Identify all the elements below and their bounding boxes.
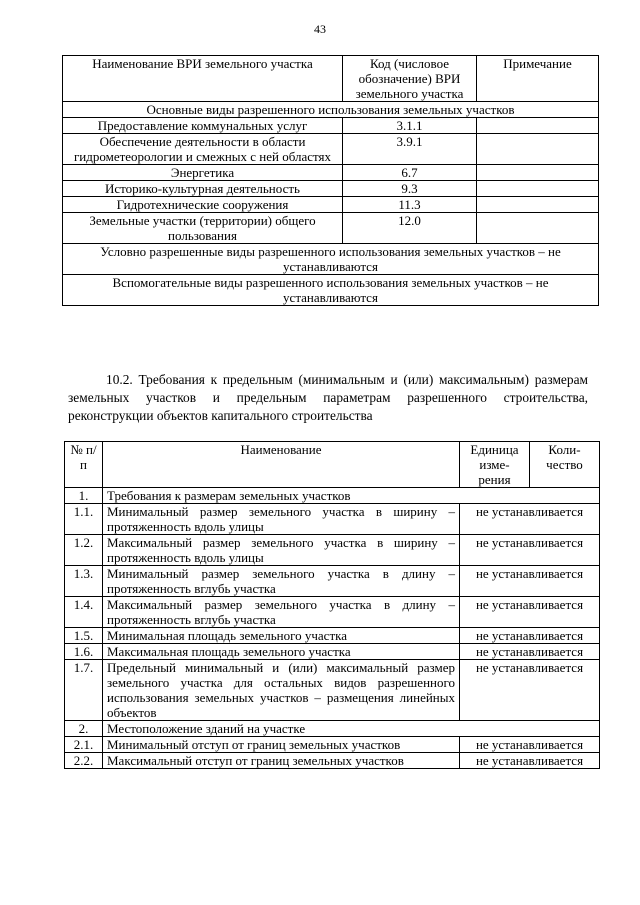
row-name: Максимальный размер земельного участка в ширину – протяженность вдоль улицы [103,535,460,566]
vri-header-row [63,56,599,102]
row-name: Максимальная площадь земельного участка [103,644,460,660]
table-row [65,504,600,535]
page-number: 43 [314,22,326,36]
vri-note [477,165,599,181]
section-heading: 10.2. Требования к предельным (минимальным и (или) максимальным) размерам земельных участков и предельным параметрам разрешенного строительства, реконструкции объектов капитального строительства [68,372,588,423]
req-header-unit: Единица изме-рения [460,442,530,488]
row-value: не устанавливается [460,660,600,721]
vri-code: 6.7 [343,165,477,181]
row-name: Максимальный отступ от границ земельных участков [103,753,460,769]
row-num: 1.6. [65,644,103,660]
vri-auxiliary-section: Вспомогательные виды разрешенного использования земельных участков – не устанавливаются [63,275,599,306]
row-value: не устанавливается [460,753,600,769]
group-row [65,488,600,504]
vri-code: 12.0 [343,213,477,244]
table-row [65,597,600,628]
vri-note [477,118,599,134]
vri-main-section: Основные виды разрешенного использования земельных участков [63,102,599,118]
row-num: 1.5. [65,628,103,644]
vri-code: 11.3 [343,197,477,213]
vri-note [477,213,599,244]
vri-note [477,134,599,165]
req-header-row [65,442,600,488]
vri-code: 3.1.1 [343,118,477,134]
group-num: 1. [65,488,103,504]
requirements-table [64,441,600,769]
table-row [65,644,600,660]
vri-note [477,197,599,213]
row-num: 2.2. [65,753,103,769]
group-row [65,721,600,737]
row-value: не устанавливается [460,535,600,566]
row-name: Минимальная площадь земельного участка [103,628,460,644]
row-num: 1.1. [65,504,103,535]
vri-name: Обеспечение деятельности в области гидрометеорологии и смежных с ней областях [63,134,343,165]
vri-note [477,181,599,197]
row-num: 1.7. [65,660,103,721]
table-row [63,197,599,213]
table-row [63,118,599,134]
table-row [63,181,599,197]
group-title: Местоположение зданий на участке [103,721,600,737]
row-name: Предельный минимальный и (или) максимальный размер земельного участка для остальных видов разрешенного использования земельных участков – размещения линейных объектов [103,660,460,721]
table-row [65,737,600,753]
vri-table [62,55,599,306]
table-row [65,753,600,769]
table-row [63,134,599,165]
vri-name: Энергетика [63,165,343,181]
row-name: Минимальный размер земельного участка в ширину – протяженность вдоль улицы [103,504,460,535]
row-value: не устанавливается [460,566,600,597]
req-header-num: № п/п [65,442,103,488]
group-num: 2. [65,721,103,737]
table-row [65,535,600,566]
table-row [63,165,599,181]
row-value: не устанавливается [460,644,600,660]
row-value: не устанавливается [460,597,600,628]
table-row [65,566,600,597]
table-row [65,660,600,721]
vri-conditional-section: Условно разрешенные виды разрешенного использования земельных участков – не устанавливаются [63,244,599,275]
vri-code: 9.3 [343,181,477,197]
vri-name: Земельные участки (территории) общего пользования [63,213,343,244]
vri-name: Гидротехнические сооружения [63,197,343,213]
vri-header-note: Примечание [477,56,599,102]
group-title: Требования к размерам земельных участков [103,488,600,504]
row-value: не устанавливается [460,504,600,535]
row-num: 1.4. [65,597,103,628]
table-row [63,213,599,244]
vri-name: Историко-культурная деятельность [63,181,343,197]
vri-header-name: Наименование ВРИ земельного участка [63,56,343,102]
vri-name: Предоставление коммунальных услуг [63,118,343,134]
table-row [65,628,600,644]
row-num: 1.2. [65,535,103,566]
vri-code: 3.9.1 [343,134,477,165]
req-header-name: Наименование [103,442,460,488]
row-num: 1.3. [65,566,103,597]
vri-header-code: Код (числовое обозначение) ВРИ земельного участка [343,56,477,102]
row-num: 2.1. [65,737,103,753]
row-name: Минимальный размер земельного участка в длину – протяженность вглубь участка [103,566,460,597]
row-value: не устанавливается [460,628,600,644]
req-header-qty: Коли-чество [530,442,600,488]
row-value: не устанавливается [460,737,600,753]
row-name: Минимальный отступ от границ земельных участков [103,737,460,753]
row-name: Максимальный размер земельного участка в длину – протяженность вглубь участка [103,597,460,628]
